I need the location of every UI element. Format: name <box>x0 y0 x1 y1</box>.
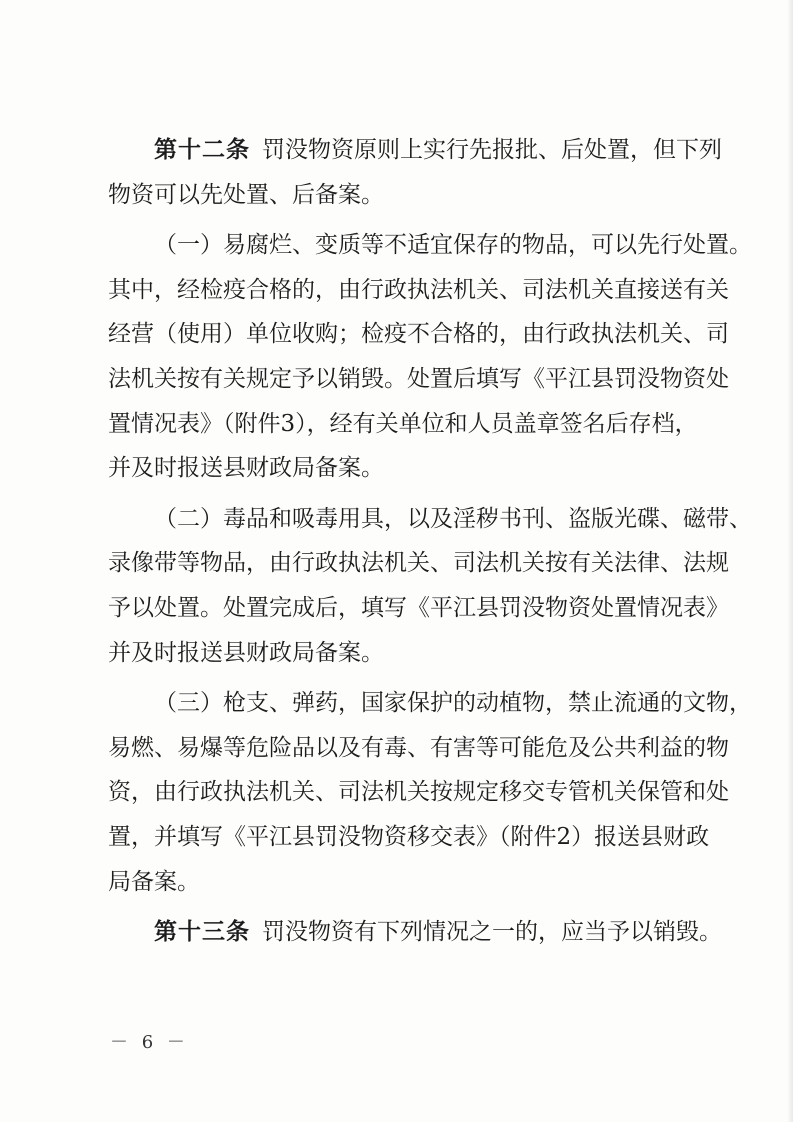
item-3-line-5: 局备案。 <box>108 868 200 895</box>
item-2-line-2: 录像带等物品，由行政执法机关、司法机关按有关法律、法规 <box>108 550 729 577</box>
item-1-line-5: 置情况表》（附件3），经有关单位和人员盖章签名后存档， <box>108 410 698 437</box>
article-12-text-line-2: 物资可以先处置、后备案。 <box>108 181 384 208</box>
item-2-line-1: （二）毒品和吸毒用具，以及淫秽书刊、盗版光碟、磁带、 <box>154 505 752 532</box>
page-number: － 6 － <box>110 1032 189 1053</box>
article-13-line <box>108 910 722 955</box>
page-edge-shadow <box>787 0 793 1122</box>
item-1-line-1: （一）易腐烂、变质等不适宜保存的物品，可以先行处置。 <box>154 232 752 259</box>
item-3-line-3: 资，由行政执法机关、司法机关按规定移交专管机关保管和处 <box>108 779 729 806</box>
item-1-line-2: 其中，经检疫合格的，由行政执法机关、司法机关直接送有关 <box>108 276 729 303</box>
article-12-text-line-1: 罚没物资原则上实行先报批、后处置，但下列 <box>262 137 722 163</box>
article-12-heading: 第十二条 <box>154 137 250 163</box>
item-1-line-6: 并及时报送县财政局备案。 <box>108 455 384 482</box>
item-3-line-4: 置，并填写《平江县罚没物资移交表》（附件2）报送县财政 <box>108 823 710 850</box>
item-3-line-1: （三）枪支、弹药，国家保护的动植物，禁止流通的文物， <box>154 690 752 717</box>
item-3-line-2: 易燃、易爆等危险品以及有毒、有害等可能危及公共利益的物 <box>108 734 729 761</box>
item-1-line-4: 法机关按有关规定予以销毁。处置后填写《平江县罚没物资处 <box>108 365 729 392</box>
article-12-first-line <box>108 128 722 173</box>
item-2-line-4: 并及时报送县财政局备案。 <box>108 639 384 666</box>
document-body <box>108 128 752 955</box>
item-2-line-3: 予以处置。处置完成后，填写《平江县罚没物资处置情况表》 <box>108 594 729 621</box>
article-13-heading: 第十三条 <box>154 919 250 946</box>
article-13-text-line-1: 罚没物资有下列情况之一的，应当予以销毁。 <box>262 919 722 946</box>
item-1-line-3: 经营（使用）单位收购；检疫不合格的，由行政执法机关、司 <box>108 321 729 348</box>
